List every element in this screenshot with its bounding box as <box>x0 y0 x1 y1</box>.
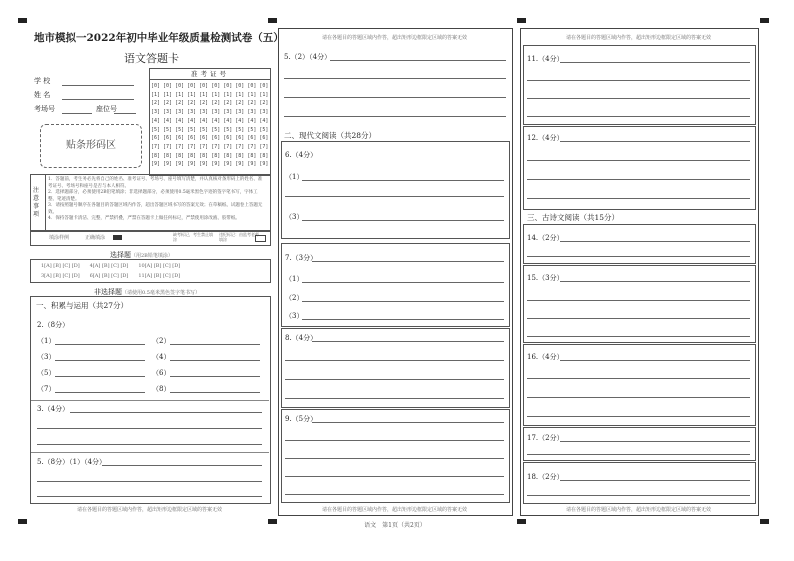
answer-line[interactable] <box>527 300 750 301</box>
registration-mark <box>517 519 526 524</box>
registration-mark <box>760 18 769 23</box>
question-divider <box>31 452 269 453</box>
answer-line[interactable] <box>37 428 262 429</box>
q9-label: 9.（5分） <box>285 415 318 423</box>
q2-item-label: （2） <box>152 337 171 345</box>
answer-line[interactable] <box>527 454 750 455</box>
q11-label: 11.（4分） <box>527 55 564 63</box>
registration-mark <box>268 18 277 23</box>
q17-label: 17.（2分） <box>527 434 564 442</box>
answer-line[interactable] <box>55 392 145 393</box>
exam-title: 地市模拟一2022年初中毕业年级质量检测试卷（五） <box>34 32 284 44</box>
answer-line[interactable] <box>285 458 504 459</box>
answer-line[interactable] <box>527 416 750 417</box>
area-notice: 请在各题目的答题区域内作答，超出矩形边框限定区域的答案无效 <box>321 507 467 513</box>
answer-line[interactable] <box>560 441 750 442</box>
q2-item-label: （6） <box>152 369 171 377</box>
exam-room-label: 考场号 <box>34 105 55 113</box>
nonchoice-hint: （请使用0.5毫米黑色签字笔书写） <box>122 290 200 296</box>
area-notice: 请在各题目的答题区域内作答，超出矩形边框限定区域的答案无效 <box>321 35 467 41</box>
answer-line[interactable] <box>302 282 504 283</box>
q2-item-label: （8） <box>152 385 171 393</box>
answer-line[interactable] <box>527 198 750 199</box>
answer-line[interactable] <box>560 281 750 282</box>
answer-line[interactable] <box>37 496 262 497</box>
exam-id-digit-row[interactable]: [9] [9] [9] [9] [9] [9] [9] [9] [9] [9] <box>151 161 269 168</box>
exam-id-digit-row[interactable]: [2] [2] [2] [2] [2] [2] [2] [2] [2] [2] <box>151 100 269 107</box>
exam-room-field[interactable] <box>62 113 92 114</box>
choice-row[interactable]: 3[A] [B] [C] [D] 6[A] [B] [C] [D] 11[A] [B] [C] [D] <box>41 273 181 279</box>
answer-line[interactable] <box>285 398 504 399</box>
choice-hint: （用2B铅笔填涂） <box>131 253 173 259</box>
q6-item-label: （3） <box>285 213 304 221</box>
page-footer: 语文 第1页（共2页） <box>364 522 426 529</box>
answer-line[interactable] <box>285 494 504 495</box>
seat-label: 座位号 <box>96 105 117 113</box>
answer-line[interactable] <box>527 80 750 81</box>
answer-line[interactable] <box>527 495 750 496</box>
answer-line[interactable] <box>527 378 750 379</box>
q7-item-label: （3） <box>285 312 304 320</box>
answer-line[interactable] <box>560 360 750 361</box>
answer-line[interactable] <box>560 62 750 63</box>
absent-checkbox[interactable] <box>255 235 266 242</box>
answer-line[interactable] <box>527 336 750 337</box>
q12-label: 12.（4分） <box>527 134 564 142</box>
q2-label: 2.（8分） <box>37 321 70 329</box>
answer-line[interactable] <box>285 360 504 361</box>
q7-item-label: （1） <box>285 275 304 283</box>
note-item: 2．选择题部分，必须使用2B铅笔填涂；非选择题部分，必须使用0.5毫米黑色字迹的签字笔书写，字体工整、笔迹清楚。 <box>48 190 258 202</box>
answer-line[interactable] <box>527 179 750 180</box>
question-divider <box>31 400 269 401</box>
q6-label: 6.（4分） <box>285 151 318 159</box>
section3-title: 三、古诗文阅读（共15分） <box>527 213 620 222</box>
answer-line[interactable] <box>284 78 506 79</box>
answer-line[interactable] <box>527 160 750 161</box>
area-notice: 请在各题目的答题区域内作答，超出矩形边框限定区域的答案无效 <box>565 507 711 513</box>
answer-line[interactable] <box>527 256 750 257</box>
q7-label: 7.（3分） <box>285 254 318 262</box>
exam-id-digit-row[interactable]: [3] [3] [3] [3] [3] [3] [3] [3] [3] [3] <box>151 109 269 116</box>
exam-id-header: 准考证号 <box>150 69 270 80</box>
fill-example-row <box>30 230 271 246</box>
registration-mark <box>18 519 27 524</box>
answer-line[interactable] <box>55 376 145 377</box>
q2-item-label: （7） <box>37 385 56 393</box>
notes-label: 注意事项 <box>33 187 40 218</box>
correct-fill-label: 正确填涂 <box>85 235 106 241</box>
name-label: 姓 名 <box>34 91 51 99</box>
exam-id-digits[interactable] <box>151 82 268 169</box>
violation-note: 违纪标记：由监考老师填涂 <box>219 232 259 242</box>
note-item: 4．保持答题卡清洁、完整，严禁折叠，严禁在答题卡上做任何标记，严禁使用涂改液、胶带纸。 <box>48 216 240 221</box>
seat-field[interactable] <box>114 113 136 114</box>
exam-id-digit-row[interactable]: [5] [5] [5] [5] [5] [5] [5] [5] [5] [5] <box>151 126 269 133</box>
answer-line[interactable] <box>312 261 504 262</box>
answer-line[interactable] <box>37 444 262 445</box>
exam-id-digit-row[interactable]: [4] [4] [4] [4] [4] [4] [4] [4] [4] [4] <box>151 117 269 124</box>
area-notice: 请在各题目的答题区域内作答，超出矩形边框限定区域的答案无效 <box>76 507 222 513</box>
answer-line[interactable] <box>527 397 750 398</box>
exam-id-digit-row[interactable]: [7] [7] [7] [7] [7] [7] [7] [7] [7] [7] <box>151 143 269 150</box>
answer-line[interactable] <box>170 376 260 377</box>
section1-title: 一、积累与运用（共27分） <box>36 301 129 310</box>
answer-line[interactable] <box>285 440 504 441</box>
exam-id-digit-row[interactable]: [0] [0] [0] [0] [0] [0] [0] [0] [0] [0] <box>151 83 269 89</box>
q6-item-label: （1） <box>285 173 304 181</box>
answer-line[interactable] <box>70 412 262 413</box>
note-item: 3．请按照题号顺序在各题目的答题区域内作答，超出答题区域书写的答案无效；在草稿纸、试题卷上答题无效。 <box>48 203 263 215</box>
note-item: 1．答题前，考生务必先将自己的姓名、准考证号、考场号、座号填写清楚，并认真核对条形码上的姓名、准考证号、考场号和座号是否与本人相符。 <box>48 177 263 189</box>
q18-label: 18.（2分） <box>527 473 564 481</box>
filled-box-icon <box>113 235 122 240</box>
answer-line[interactable] <box>284 116 506 117</box>
fill-example-label: 填涂样例 <box>49 235 70 241</box>
answer-area-q18 <box>523 462 756 504</box>
card-title: 语文答题卡 <box>124 52 179 65</box>
answer-line[interactable] <box>527 116 750 117</box>
name-field[interactable] <box>62 99 134 100</box>
answer-line[interactable] <box>170 360 260 361</box>
answer-line[interactable] <box>302 301 504 302</box>
q7-item-label: （2） <box>285 294 304 302</box>
area-notice: 请在各题目的答题区域内作答，超出矩形边框限定区域的答案无效 <box>565 35 711 41</box>
answer-line[interactable] <box>560 480 750 481</box>
answer-line[interactable] <box>330 60 506 61</box>
answer-line[interactable] <box>285 379 504 380</box>
absent-note: 缺考标记，考生禁止填涂 <box>173 232 213 242</box>
registration-mark <box>18 18 27 23</box>
barcode-area <box>40 124 142 168</box>
answer-line[interactable] <box>284 97 506 98</box>
answer-line[interactable] <box>37 481 262 482</box>
answer-line[interactable] <box>102 465 262 466</box>
answer-line[interactable] <box>55 360 145 361</box>
section2-title: 二、现代文阅读（共28分） <box>284 131 377 140</box>
answer-line[interactable] <box>170 344 260 345</box>
exam-id-digit-row[interactable]: [6] [6] [6] [6] [6] [6] [6] [6] [6] [6] <box>151 135 269 142</box>
answer-line[interactable] <box>285 476 504 477</box>
choice-box <box>30 259 271 283</box>
answer-line[interactable] <box>560 141 750 142</box>
answer-line[interactable] <box>55 344 145 345</box>
answer-line[interactable] <box>312 422 504 423</box>
q3-label: 3.（4分） <box>37 405 70 413</box>
nonchoice-title: 非选择题 <box>94 288 122 296</box>
choice-row[interactable]: 1[A] [B] [C] [D] 4[A] [B] [C] [D] 10[A] [B] [C] [D] <box>41 263 181 269</box>
q5-label: 5.（8分）（1）（4分） <box>37 458 107 466</box>
school-label: 学 校 <box>34 77 51 85</box>
registration-mark <box>760 519 769 524</box>
answer-line[interactable] <box>312 341 504 342</box>
answer-line[interactable] <box>302 319 504 320</box>
answer-area-q14 <box>523 224 756 264</box>
registration-mark <box>268 519 277 524</box>
notes-box <box>30 174 271 232</box>
exam-id-digit-row[interactable]: [1] [1] [1] [1] [1] [1] [1] [1] [1] [1] <box>151 91 269 98</box>
answer-line[interactable] <box>170 392 260 393</box>
q15-label: 15.（3分） <box>527 274 564 282</box>
answer-line[interactable] <box>285 196 504 197</box>
answer-line[interactable] <box>302 220 504 221</box>
barcode-label: 贴条形码区 <box>66 140 116 151</box>
q14-label: 14.（2分） <box>527 234 564 242</box>
answer-line[interactable] <box>560 241 750 242</box>
exam-id-digit-row[interactable]: [8] [8] [8] [8] [8] [8] [8] [8] [8] [8] <box>151 152 269 159</box>
answer-line[interactable] <box>527 318 750 319</box>
q8-label: 8.（4分） <box>285 334 318 342</box>
q2-item-label: （3） <box>37 353 56 361</box>
q5-part2-label: 5.（2）（4分） <box>284 53 332 61</box>
q16-label: 16.（4分） <box>527 353 564 361</box>
school-field[interactable] <box>62 85 134 86</box>
answer-line[interactable] <box>527 98 750 99</box>
answer-line[interactable] <box>302 180 504 181</box>
q2-item-label: （5） <box>37 369 56 377</box>
q2-item-label: （1） <box>37 337 56 345</box>
q2-item-label: （4） <box>152 353 171 361</box>
registration-mark <box>517 18 526 23</box>
choice-title: 选择题 <box>110 251 131 259</box>
